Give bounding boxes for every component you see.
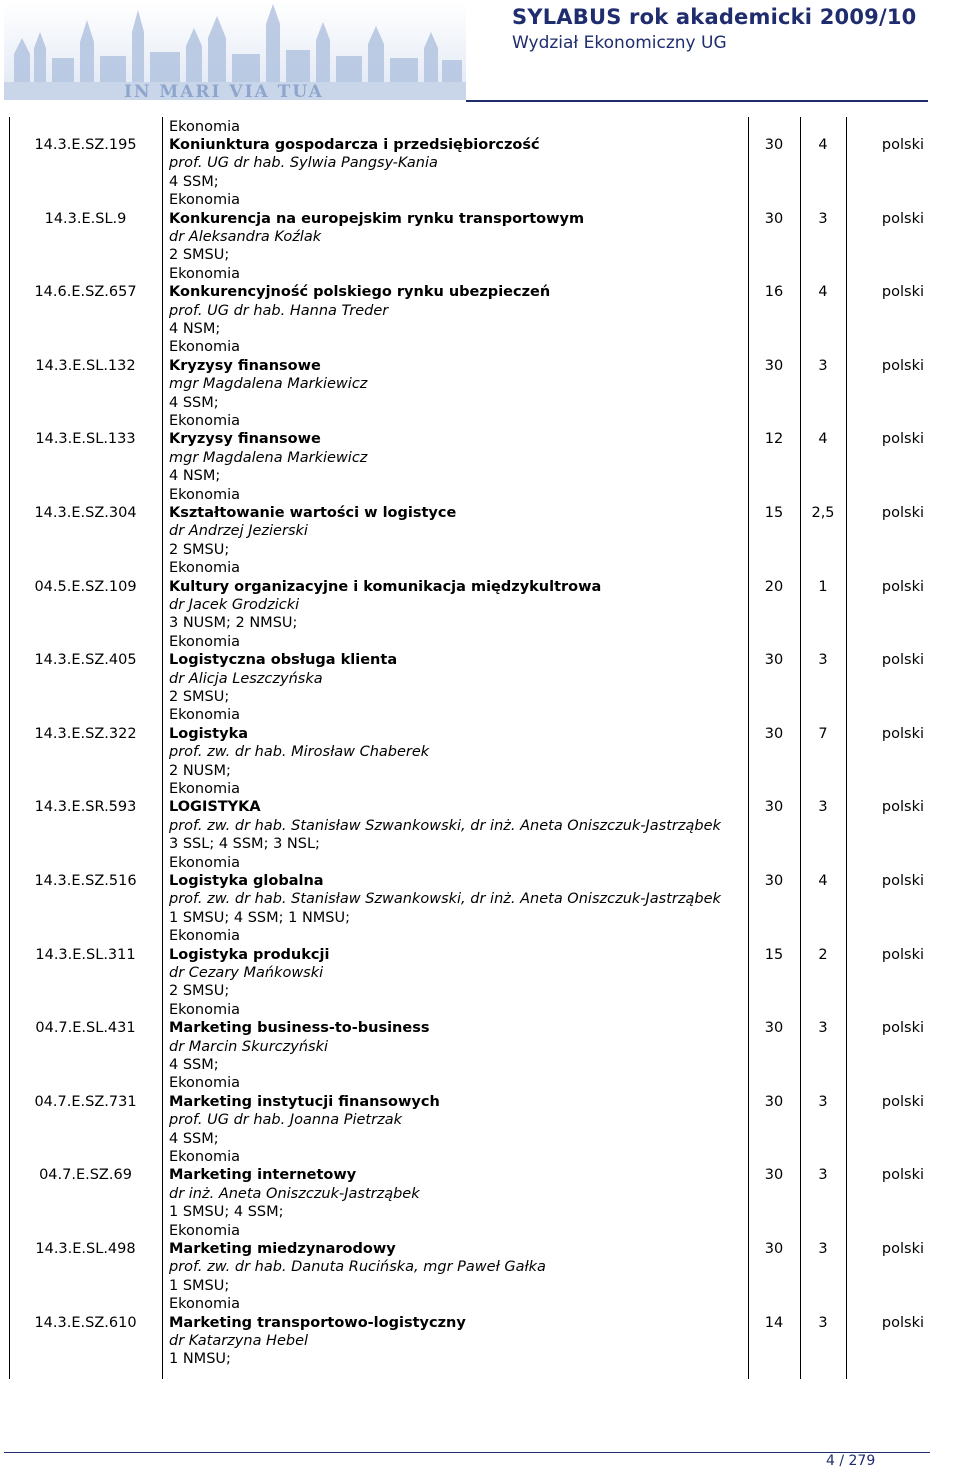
course-teacher: prof. zw. dr hab. Danuta Rucińska, mgr Paweł Gałka — [169, 1259, 546, 1276]
course-description — [169, 1314, 747, 1369]
course-groups: 2 SMSU; — [169, 247, 230, 264]
course-title: Marketing transportowo-logistyczny — [169, 1314, 466, 1331]
course-hours: 14 — [764, 1314, 784, 1331]
course-row — [0, 578, 960, 652]
course-ects: 1 — [818, 578, 828, 595]
course-title: Kształtowanie wartości w logistyce — [169, 505, 457, 521]
course-code: 14.3.E.SL.133 — [35, 431, 136, 448]
course-row — [0, 357, 960, 431]
course-hours: 30 — [764, 357, 784, 374]
course-ects: 3 — [818, 1241, 828, 1257]
course-language: polski — [881, 1167, 924, 1184]
course-language: polski — [881, 1093, 924, 1110]
course-hours: 30 — [764, 1241, 784, 1257]
faculty-subtitle: Wydział Ekonomiczny UG — [512, 33, 727, 53]
course-teacher: dr Katarzyna Hebel — [169, 1333, 309, 1349]
course-language: polski — [881, 578, 924, 595]
course-groups: 3 NUSM; 2 NMSU; — [169, 615, 298, 632]
course-code: 14.6.E.SZ.657 — [34, 284, 137, 301]
course-title: Marketing instytucji finansowych — [169, 1093, 440, 1110]
course-ects: 3 — [818, 357, 828, 374]
course-row — [0, 136, 960, 210]
course-ects: 3 — [818, 1093, 828, 1110]
course-teacher: prof. UG dr hab. Hanna Treder — [169, 302, 389, 319]
course-description — [169, 725, 747, 799]
course-description — [169, 798, 747, 872]
course-title: Koniunktura gospodarcza i przedsiębiorczość — [169, 137, 540, 153]
course-faculty: Ekonomia — [169, 928, 241, 945]
course-ects: 2,5 — [811, 505, 835, 521]
course-teacher: dr Aleksandra Koźlak — [169, 229, 322, 245]
course-code: 04.7.E.SZ.731 — [34, 1093, 137, 1110]
course-code: 14.3.E.SL.9 — [44, 210, 127, 227]
course-teacher: dr Cezary Mańkowski — [169, 965, 324, 981]
course-teacher: dr Alicja Leszczyńska — [169, 670, 323, 687]
course-description — [169, 1166, 747, 1240]
course-language: polski — [881, 652, 924, 669]
course-language: polski — [881, 357, 924, 374]
course-faculty: Ekonomia — [169, 339, 241, 356]
course-hours: 30 — [764, 725, 784, 742]
course-faculty: Ekonomia — [169, 1149, 241, 1166]
course-description — [169, 357, 747, 431]
course-hours: 12 — [764, 431, 784, 448]
course-language: polski — [881, 284, 924, 301]
course-description — [169, 1019, 747, 1093]
course-ects: 7 — [818, 725, 828, 742]
course-title: Marketing miedzynarodowy — [169, 1241, 396, 1257]
course-groups: 1 NMSU; — [169, 1351, 231, 1368]
course-teacher: prof. zw. dr hab. Stanisław Szwankowski, dr inż. Aneta Oniszczuk-Jastrząbek — [169, 891, 721, 908]
course-description — [169, 651, 747, 725]
course-hours: 30 — [764, 137, 784, 153]
course-groups: 1 SMSU; 4 SSM; — [169, 1204, 284, 1221]
header-rule — [466, 100, 928, 102]
course-description — [169, 430, 747, 504]
course-groups: 2 SMSU; — [169, 983, 230, 1000]
course-teacher: dr Andrzej Jezierski — [169, 523, 308, 540]
course-faculty: Ekonomia — [169, 633, 241, 650]
course-row — [0, 651, 960, 725]
course-language: polski — [881, 1020, 924, 1037]
course-faculty: Ekonomia — [169, 1075, 241, 1092]
course-teacher: mgr Magdalena Markiewicz — [169, 449, 368, 466]
course-description — [169, 136, 747, 210]
course-code: 14.3.E.SZ.322 — [34, 725, 137, 742]
course-faculty: Ekonomia — [169, 560, 241, 577]
course-code: 14.3.E.SL.498 — [35, 1241, 136, 1257]
course-ects: 4 — [818, 873, 828, 889]
course-language: polski — [881, 210, 924, 227]
course-faculty: Ekonomia — [169, 1222, 241, 1239]
course-title: Kryzysy finansowe — [169, 357, 321, 374]
course-row — [0, 1166, 960, 1240]
course-faculty: Ekonomia — [169, 781, 241, 798]
course-hours: 30 — [764, 1167, 784, 1184]
course-ects: 4 — [818, 137, 828, 153]
course-teacher: prof. zw. dr hab. Mirosław Chaberek — [169, 744, 430, 761]
course-row — [0, 1240, 960, 1314]
course-description — [169, 1093, 747, 1167]
course-hours: 30 — [764, 799, 784, 816]
course-ects: 2 — [818, 946, 828, 963]
logo-motto-text: IN MARI VIA TUA — [124, 82, 324, 100]
course-description — [169, 578, 747, 652]
course-groups: 4 NSM; — [169, 321, 221, 337]
course-title: Kryzysy finansowe — [169, 431, 321, 448]
course-language: polski — [881, 946, 924, 963]
course-ects: 3 — [818, 652, 828, 669]
course-language: polski — [881, 505, 924, 521]
course-groups: 1 SMSU; 4 SSM; 1 NMSU; — [169, 909, 351, 926]
page-number: 4 / 279 — [826, 1453, 876, 1469]
course-teacher: prof. zw. dr hab. Stanisław Szwankowski, dr inż. Aneta Oniszczuk-Jastrząbek — [169, 817, 721, 834]
course-hours: 16 — [764, 284, 784, 301]
course-table — [0, 117, 960, 1379]
course-row — [0, 872, 960, 946]
gdansk-skyline-logo — [4, 2, 466, 100]
course-row — [0, 946, 960, 1020]
course-groups: 2 NUSM; — [169, 762, 231, 779]
course-hours: 30 — [764, 1020, 784, 1037]
page-header — [0, 0, 960, 104]
course-language: polski — [881, 1314, 924, 1331]
syllabus-title: SYLABUS rok akademicki 2009/10 — [512, 5, 917, 29]
course-ects: 3 — [818, 1167, 828, 1184]
course-faculty: Ekonomia — [169, 707, 241, 724]
course-row — [0, 725, 960, 799]
course-code: 14.3.E.SZ.610 — [34, 1314, 137, 1331]
course-code: 04.7.E.SZ.69 — [39, 1167, 132, 1184]
course-hours: 15 — [764, 505, 784, 521]
course-code: 14.3.E.SZ.304 — [34, 505, 137, 521]
course-description — [169, 872, 747, 946]
course-title: LOGISTYKA — [169, 799, 261, 816]
course-teacher: dr Marcin Skurczyński — [169, 1038, 329, 1055]
course-hours: 20 — [764, 578, 784, 595]
course-code: 14.3.E.SL.311 — [35, 946, 136, 963]
course-row — [0, 210, 960, 284]
course-title: Marketing internetowy — [169, 1167, 357, 1184]
course-ects: 4 — [818, 431, 828, 448]
course-language: polski — [881, 725, 924, 742]
course-title: Logistyczna obsługa klienta — [169, 652, 398, 669]
course-title: Konkurencja na europejskim rynku transportowym — [169, 210, 585, 227]
course-groups: 4 SSM; — [169, 1057, 219, 1073]
course-teacher: prof. UG dr hab. Joanna Pietrzak — [169, 1112, 402, 1129]
course-faculty: Ekonomia — [169, 413, 241, 430]
course-language: polski — [881, 137, 924, 153]
course-groups: 2 SMSU; — [169, 541, 230, 558]
course-ects: 3 — [818, 799, 828, 816]
course-teacher: prof. UG dr hab. Sylwia Pangsy-Kania — [169, 155, 438, 172]
course-groups: 4 SSM; — [169, 1130, 219, 1147]
course-code: 14.3.E.SR.593 — [34, 799, 137, 816]
course-language: polski — [881, 1241, 924, 1257]
course-language: polski — [881, 873, 924, 889]
course-description — [169, 283, 747, 357]
course-faculty: Ekonomia — [169, 192, 241, 209]
course-teacher: dr Jacek Grodzicki — [169, 597, 300, 613]
course-description — [169, 210, 747, 284]
course-hours: 30 — [764, 210, 784, 227]
course-row — [0, 283, 960, 357]
course-groups: 3 SSL; 4 SSM; 3 NSL; — [169, 836, 320, 853]
course-title: Logistyka globalna — [169, 873, 324, 889]
course-groups: 2 SMSU; — [169, 689, 230, 705]
course-hours: 30 — [764, 873, 784, 889]
course-code: 14.3.E.SZ.516 — [34, 873, 137, 889]
continued-faculty-cell: Ekonomia — [169, 119, 241, 135]
course-row — [0, 504, 960, 578]
course-title: Konkurencyjność polskiego rynku ubezpieczeń — [169, 284, 551, 301]
course-teacher: dr inż. Aneta Oniszczuk-Jastrząbek — [169, 1185, 420, 1202]
course-description — [169, 1240, 747, 1314]
course-faculty: Ekonomia — [169, 265, 241, 282]
course-title: Kultury organizacyjne i komunikacja międzykultrowa — [169, 578, 602, 595]
course-hours: 30 — [764, 1093, 784, 1110]
course-code: 04.7.E.SL.431 — [35, 1020, 136, 1037]
course-language: polski — [881, 431, 924, 448]
course-code: 14.3.E.SZ.195 — [34, 137, 137, 153]
course-ects: 3 — [818, 1020, 828, 1037]
university-logo — [4, 2, 466, 100]
course-faculty: Ekonomia — [169, 486, 241, 503]
course-groups: 4 NSM; — [169, 468, 221, 485]
course-row — [0, 1314, 960, 1388]
course-ects: 4 — [818, 284, 828, 301]
course-groups: 4 SSM; — [169, 173, 219, 190]
course-code: 14.3.E.SL.132 — [35, 357, 136, 374]
course-groups: 4 SSM; — [169, 394, 219, 411]
course-row — [0, 798, 960, 872]
course-title: Logistyka produkcji — [169, 946, 330, 963]
course-teacher: mgr Magdalena Markiewicz — [169, 376, 368, 393]
course-hours: 30 — [764, 652, 784, 669]
course-groups: 1 SMSU; — [169, 1277, 230, 1294]
course-row — [0, 1093, 960, 1167]
course-faculty: Ekonomia — [169, 1001, 241, 1018]
course-title: Logistyka — [169, 725, 248, 742]
course-faculty: Ekonomia — [169, 854, 241, 871]
course-title: Marketing business-to-business — [169, 1020, 430, 1037]
course-language: polski — [881, 799, 924, 816]
course-ects: 3 — [818, 1314, 828, 1331]
course-row — [0, 1019, 960, 1093]
course-faculty: Ekonomia — [169, 1296, 241, 1313]
course-hours: 15 — [764, 946, 784, 963]
course-ects: 3 — [818, 210, 828, 227]
course-description — [169, 504, 747, 578]
footer-rule — [4, 1452, 930, 1453]
course-row — [0, 430, 960, 504]
course-code: 14.3.E.SZ.405 — [34, 652, 137, 669]
course-description — [169, 946, 747, 1020]
course-code: 04.5.E.SZ.109 — [34, 578, 137, 595]
